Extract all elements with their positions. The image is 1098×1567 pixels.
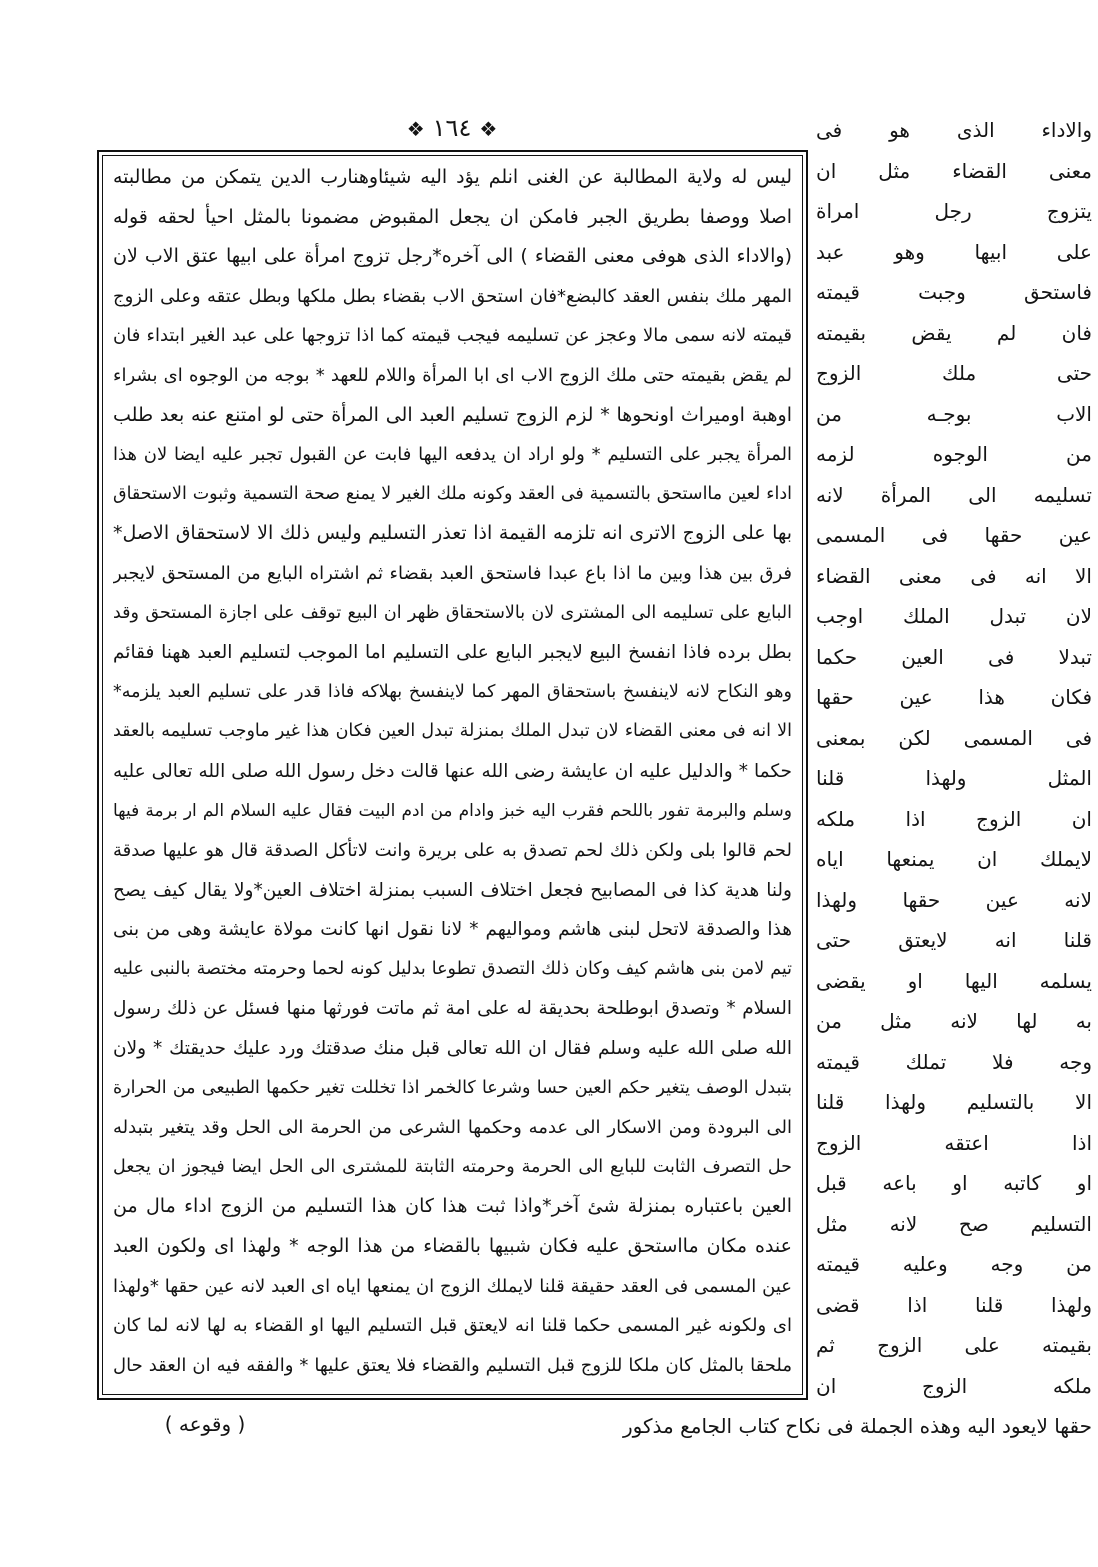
- commentary-line: ليس له ولاية المطالبة عن الغنى انلم يؤد اليه شيئاوهنارب الدين يتمكن من مطالبته: [113, 166, 792, 188]
- commentary-line: اوهبة اوميراث اونحوها * لزم الزوج تسليم العبد الى المرأة حتى لو امتنع عنه بعد طلب: [113, 403, 792, 426]
- commentary-line: حكما * والدليل عليه ان عايشة رضى الله عنها قالت دخل رسول الله صلى الله تعالى عليه: [113, 760, 792, 782]
- matn-line: من وجه وعليه قيمته: [816, 1252, 1092, 1276]
- commentary-line: حل التصرف الثابت للبايع الى الحرمة وحرمته الثابتة للمشترى الى الحل ايضا فيجوز ان يجعل: [113, 1156, 792, 1177]
- commentary-line: ولنا هدية كذا فى المصابيح فجعل اختلاف السبب بمنزلة اختلاف العين*ولا يقال كيف يصح: [113, 879, 792, 901]
- commentary-line: وهو النكاح لانه لاينفسخ باستحقاق المهر كما لاينفسخ بهلاكه فاذا قدر على تسليم العبد يلزمه*: [113, 681, 792, 702]
- commentary-line: وسلم والبرمة تفور باللحم فقرب اليه خبز وادام من ادم البيت فقال عليه السلام الم ار برمة فيها: [113, 800, 792, 821]
- commentary-line: عين المسمى فى العقد حقيقة قلنا لايملك الزوج ان يمنعها اياه اى العبد لانه عين حقها *ولهذا: [113, 1275, 792, 1297]
- commentary-line: اداء لعين مااستحق بالتسمية فى العقد وكونه ملك الغير لا يمنع صحة التسمية وثبوت الاستحقاق: [113, 483, 792, 504]
- matn-line: حتى ملك الزوج: [816, 361, 1092, 385]
- matn-line: التسليم صح لانه مثل: [816, 1211, 1092, 1236]
- ornament-icon: ❖: [406, 117, 425, 141]
- catchword: ( وقوعه ): [164, 1412, 246, 1436]
- page-header: [352, 110, 552, 146]
- matn-line: اذا اعتقه الزوج: [816, 1130, 1092, 1155]
- matn-line: على ابيها وهو عبد: [816, 239, 1092, 264]
- matn-line: او كاتبه او باعه قبل: [816, 1171, 1092, 1195]
- matn-line: تسليمه الى المرأة لانه: [816, 482, 1092, 507]
- commentary-line: ملحقا بالمثل كان ملكا للزوج قبل التسليم والقضاء فلا يعتق عليها * والفقه فيه ان العقد حال: [113, 1354, 792, 1376]
- matn-line: فان لم يقض بقيمته: [816, 320, 1092, 345]
- matn-line: فى المسمى لكن بمعنى: [816, 725, 1092, 750]
- commentary-frame: [97, 150, 808, 1400]
- commentary-line: العين باعتباره بمنزلة شئ آخر*واذا ثبت هذا كان هذا التسليم من الزوج اداء مال من: [113, 1195, 792, 1218]
- matn-line: بقيمته على الزوج ثم: [816, 1333, 1092, 1357]
- commentary-line: تيم لامن بنى هاشم كيف وكان ذلك التصدق تطوعا بدليل كونه لحما وحرمته مختصة بالنبى عليه: [113, 958, 792, 979]
- matn-line: به لها لانه مثل من: [816, 1009, 1092, 1033]
- commentary-line: (والاداء الذى هوفى معنى القضاء ) الى آخره*رجل تزوج امرأة على ابيها عتق الاب لان: [113, 245, 792, 268]
- commentary-line: الى البرودة ومن الاسكار الى عدمه وحكمها الشرعى من الحرمة الى الحل وقد يتغير بتبدله: [113, 1117, 792, 1139]
- commentary-line: هذا والصدقة لاتحل لبنى هاشم ومواليهم * لانا نقول انها كانت مولاة عايشة وهى من بنى: [113, 919, 792, 941]
- matn-line: عين حقها فى المسمى: [816, 523, 1092, 547]
- matn-line: لانه عين حقها ولهذا: [816, 887, 1092, 912]
- page-number: ١٦٤: [432, 114, 472, 142]
- commentary-line: بطل برده فاذا انفسخ البيع لايجبر البايع على التسليم اما الموجب لتسليم العبد ههنا فقائم: [113, 642, 792, 664]
- matn-line: يتزوج رجل امراة: [816, 199, 1092, 223]
- commentary-line: اى ولكونه غير المسمى حكما قلنا انه لايعتق قبل التسليم اليها او القضاء به لها لانه لما كان: [113, 1315, 792, 1337]
- commentary-line: الله صلى الله عليه وسلم فقال ان الله تعالى قبل منك صدقتك ورد عليك حديقتك * ولان: [113, 1038, 792, 1060]
- matn-line: ملكه الزوج ان: [816, 1373, 1092, 1398]
- commentary-line: فرق بين هذا وبين ما اذا باع عبدا فاستحق العبد بقضاء ثم اشتراه البايع من المستحق لايجبر: [113, 562, 792, 584]
- commentary-line: المهر ملك بنفس العقد كالبضع*فان استحق الاب بقضاء بطل ملكها وبطل عتقه وعلى الزوج: [113, 285, 792, 307]
- commentary-line: المرأة يجبر على التسليم * ولو اراد ان يدفعه اليها فابت عن القبول تجبر عليه ايضا لان هذا: [113, 444, 792, 466]
- commentary-line: بها على الزوج الاترى انه تلزمه القيمة اذا تعذر التسليم وليس ذلك الا لاستحقاق الاصل*: [113, 522, 792, 545]
- commentary-line: السلام * وتصدق ابوطلحة بحديقة له على امة ثم ماتت فورثها منها فسئل عن ذلك رسول: [113, 998, 792, 1020]
- matn-line: المثل ولهذا قلنا: [816, 766, 1092, 790]
- commentary-line: البايع على تسليمه الى المشترى لان بالاستحقاق ظهر ان البيع توقف على اجازة المستحق وقد: [113, 602, 792, 623]
- commentary-line: اصلا ووصفا بطريق الجبر فامكن ان يجعل المقبوض مضمونا بالمثل احيأ لحقه قوله: [113, 205, 792, 228]
- matn-line: لان تبدل الملك اوجب: [816, 604, 1092, 628]
- matn-line: الا انه فى معنى القضاء: [816, 563, 1092, 588]
- commentary-line: قيمته لانه سمى مالا وعجز عن تسليمه فيجب قيمته كما اذا تزوجها على عبد الغير ابتداء فان: [113, 325, 792, 347]
- matn-line: وجه فلا تملك قيمته: [816, 1049, 1092, 1074]
- matn-line: والاداء الذى هو فى: [816, 118, 1092, 142]
- matn-line: قلنا انه لايعتق حتى: [816, 928, 1092, 952]
- matn-line: من الوجوه لزمه: [816, 442, 1092, 466]
- commentary-line: عنده مكان مااستحق عليه فكان شبيها بالقضاء من هذا الوجه * ولهذا اى ولكون العبد: [113, 1235, 792, 1258]
- commentary-body: [102, 155, 803, 1395]
- matn-continuation-line: حقها لايعود اليه وهذه الجملة فى نكاح كتاب الجامع مذكور: [623, 1414, 1092, 1438]
- ornament-icon: ❖: [479, 117, 498, 141]
- matn-line: تبدلا فى العين حكما: [816, 644, 1092, 669]
- matn-line: الاب بوجـه من: [816, 401, 1092, 426]
- matn-line: الا بالتسليم ولهذا قلنا: [816, 1090, 1092, 1114]
- commentary-line: لحم قالوا بلى ولكن ذلك لحم تصدق به على بريرة وانت لاتأكل الصدقة قال هو عليها صدقة: [113, 840, 792, 862]
- matn-line: فاستحق وجبت قيمته: [816, 280, 1092, 304]
- commentary-line: لم يقض بقيمته حتى ملك الزوج الاب اى ابا المرأة واللام للعهد * بوجه من الوجوه اى بشراء: [113, 364, 792, 386]
- commentary-line: الا انه فى معنى القضاء لان تبدل الملك بمنزلة تبدل العين فكان هذا غير ماوجب تسليمه بالعقد: [113, 721, 792, 742]
- commentary-line: بتبدل الوصف يتغير حكم العين حسا وشرعا كالخمر اذا تخللت تغير حكمها الطبيعى من الحرارة: [113, 1077, 792, 1098]
- matn-line: فكان هذا عين حقها: [816, 685, 1092, 709]
- matn-column: [816, 110, 1092, 1406]
- matn-line: يسلمه اليها او يقضى: [816, 968, 1092, 993]
- matn-line: لايملك ان يمنعها اياه: [816, 847, 1092, 871]
- matn-line: معنى القضاء مثل ان: [816, 158, 1092, 183]
- matn-line: ولهذا قلنا اذا قضى: [816, 1292, 1092, 1317]
- matn-line: ان الزوج اذا ملكه: [816, 806, 1092, 831]
